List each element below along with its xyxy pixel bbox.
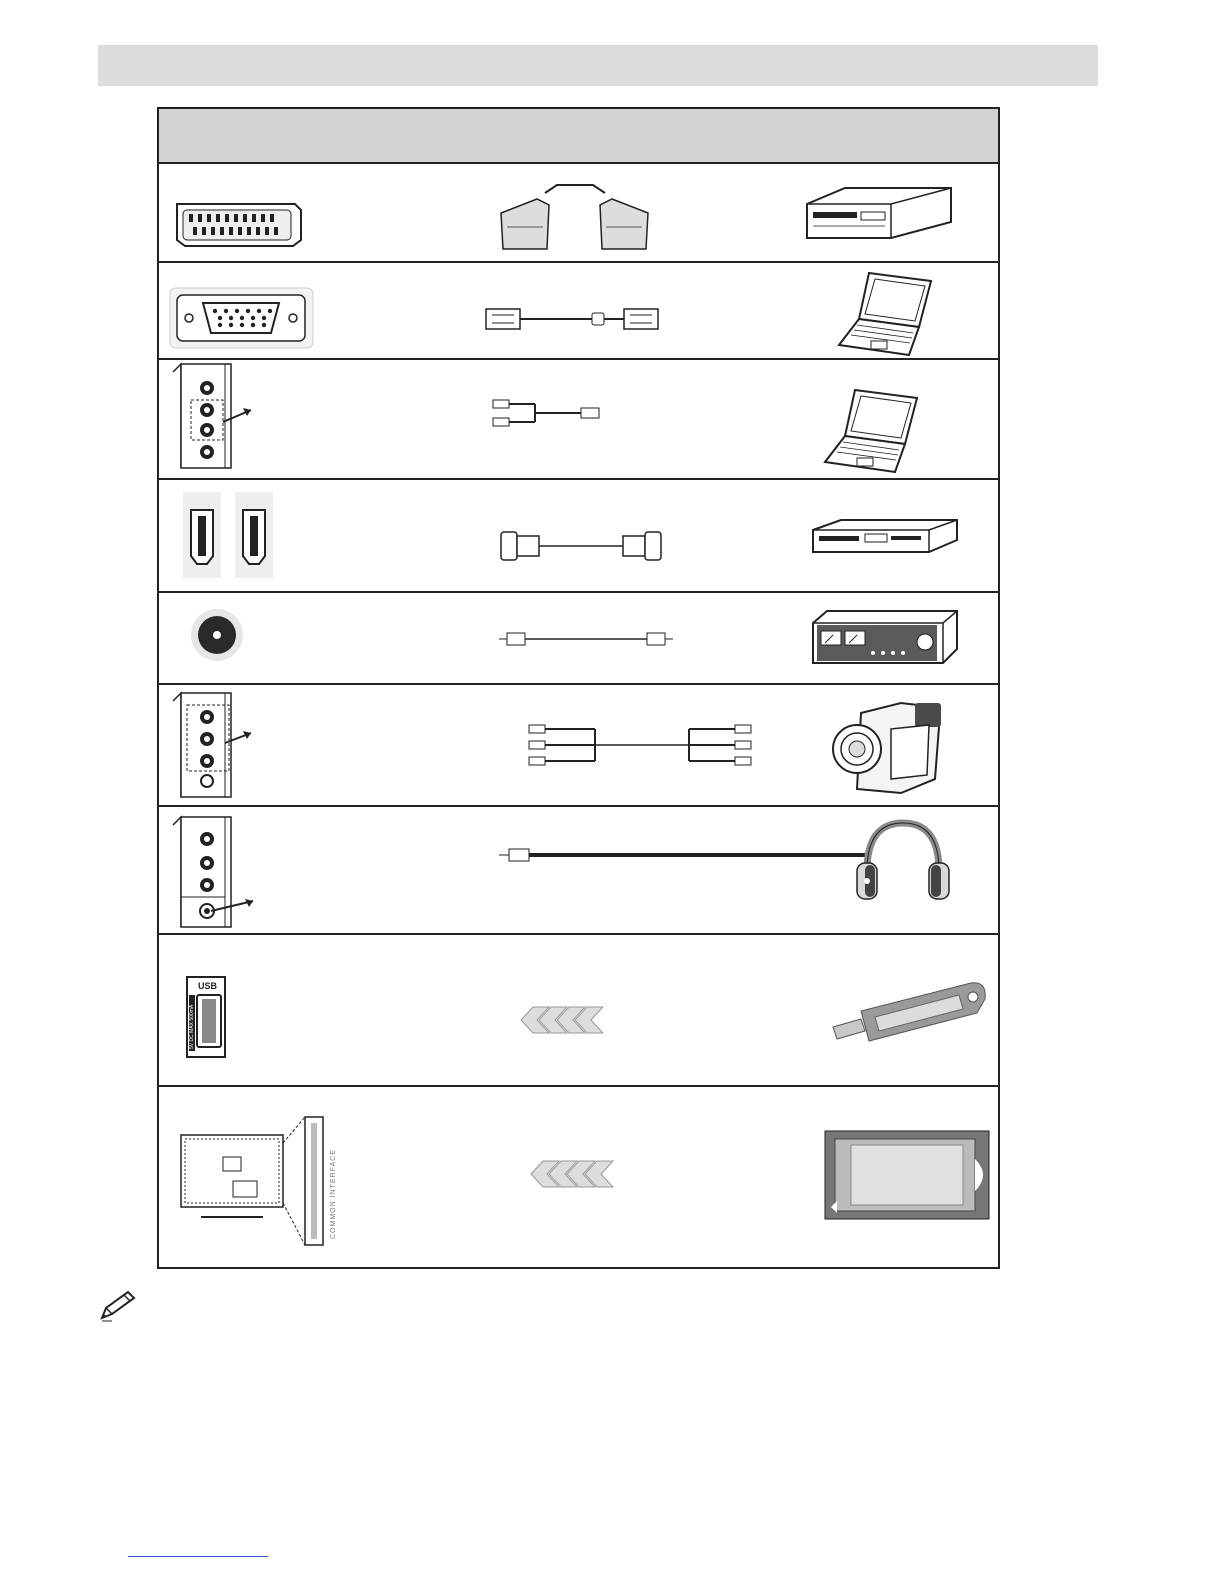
amplifier-icon bbox=[809, 609, 959, 665]
table-header bbox=[159, 109, 998, 164]
row-pc-audio bbox=[159, 360, 998, 480]
usb-port-label: USB bbox=[198, 981, 218, 991]
row-scart bbox=[159, 164, 998, 263]
usb-port-side-label: 5V DC MAX 500mA bbox=[189, 1004, 195, 1049]
vga-cable-icon bbox=[484, 303, 664, 333]
cam-module-icon bbox=[823, 1129, 991, 1221]
row-side-av bbox=[159, 685, 998, 807]
row-headphone bbox=[159, 807, 998, 935]
footer-link-line bbox=[128, 1556, 268, 1557]
headphone-cable-icon bbox=[497, 843, 871, 867]
ci-slot-tv-back-icon bbox=[177, 1117, 349, 1247]
row-hdmi bbox=[159, 480, 998, 593]
laptop-icon bbox=[835, 269, 935, 359]
laptop-icon bbox=[821, 386, 921, 474]
spdif-socket-icon bbox=[189, 607, 245, 663]
usb-port-icon bbox=[185, 975, 227, 1059]
audio-y-cable-icon bbox=[489, 396, 609, 432]
side-av-audio-jacks-icon bbox=[169, 362, 269, 470]
row-ci bbox=[159, 1087, 998, 1269]
coaxial-cable-icon bbox=[497, 629, 677, 649]
vcr-icon bbox=[805, 186, 953, 240]
insert-arrows-icon bbox=[529, 1159, 615, 1189]
usb-stick-icon bbox=[831, 975, 991, 1045]
side-av-jacks-icon bbox=[169, 691, 269, 799]
row-usb bbox=[159, 935, 998, 1087]
camcorder-icon bbox=[831, 699, 945, 797]
av-cable-icon bbox=[523, 721, 763, 773]
dvd-player-icon bbox=[811, 518, 961, 554]
hdmi-cable-icon bbox=[497, 526, 667, 566]
row-vga bbox=[159, 263, 998, 360]
row-spdif bbox=[159, 593, 998, 685]
pencil-icon bbox=[98, 1288, 138, 1324]
page-header bbox=[98, 45, 1098, 86]
scart-cable-icon bbox=[497, 181, 652, 251]
ci-slot-label: COMMON INTERFACE bbox=[330, 1149, 337, 1239]
scart-socket-icon bbox=[175, 200, 303, 250]
headphones-icon bbox=[855, 815, 951, 911]
headphone-jack-icon bbox=[169, 815, 269, 929]
connections-table bbox=[157, 107, 1000, 1269]
hdmi-sockets-icon bbox=[181, 490, 281, 580]
insert-arrows-icon bbox=[519, 1005, 605, 1035]
vga-socket-icon bbox=[169, 287, 314, 349]
